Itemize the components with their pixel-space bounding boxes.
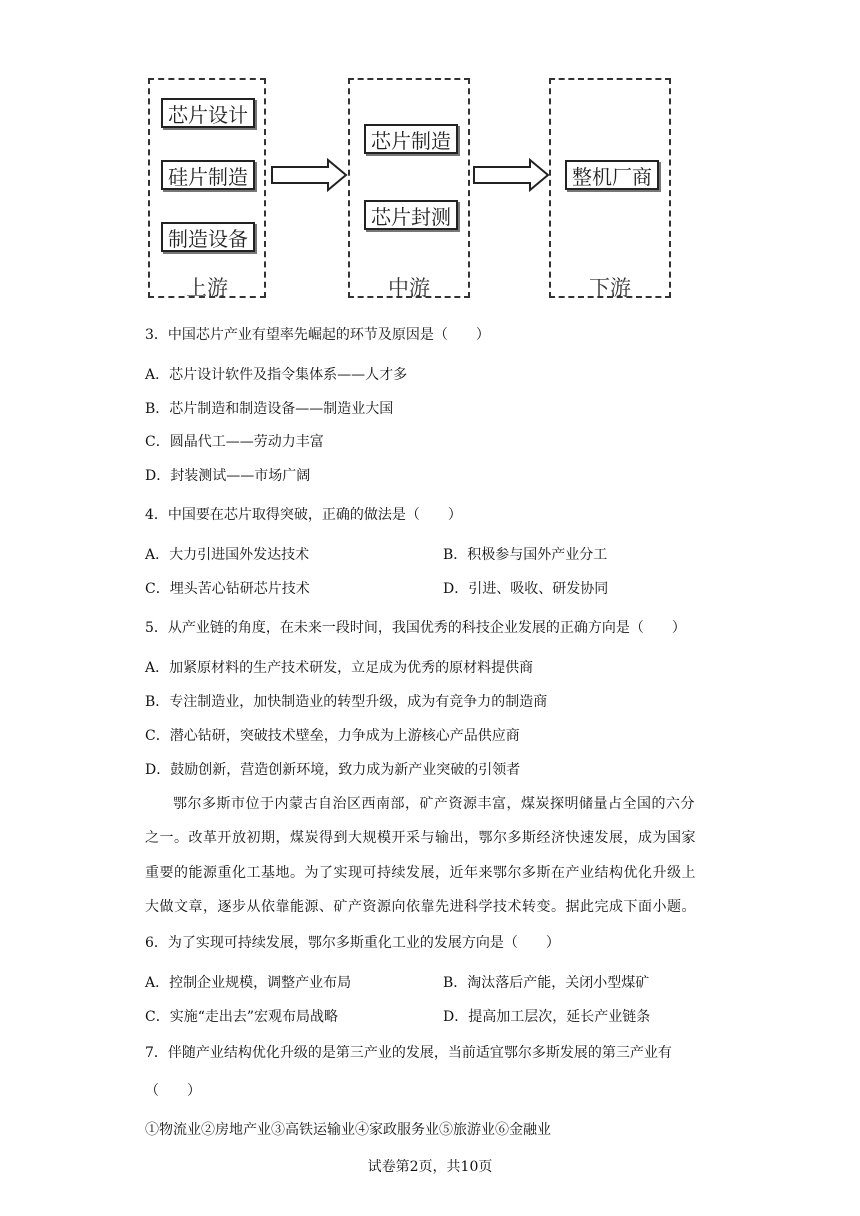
q3-option-b: B．芯片制造和制造设备——制造业大国 bbox=[145, 401, 394, 417]
midstream-label: 中游 bbox=[388, 276, 430, 300]
downstream-label: 下游 bbox=[589, 276, 631, 300]
upstream-label: 上游 bbox=[186, 276, 228, 300]
q3-option-d: D．封装测试——市场广阔 bbox=[145, 468, 311, 484]
passage-line: 大做文章，逐步从依靠能源、矿产资源向依靠先进科学技术转变。据此完成下面小题。 bbox=[145, 899, 696, 915]
q5-option-a: A．加紧原材料的生产技术研发，立足成为优秀的原材料提供商 bbox=[145, 660, 534, 676]
q5-option-d: D．鼓励创新，营造创新环境，致力成为新产业突破的引领者 bbox=[145, 762, 521, 778]
passage-line: 重要的能源重化工基地。为了实现可持续发展，近年来鄂尔多斯在产业结构优化升级上 bbox=[145, 865, 696, 881]
arrow-right-icon bbox=[270, 158, 348, 192]
q6-option-d: D．提高加工层次，延长产业链条 bbox=[443, 1009, 651, 1025]
q7-stem-continued: （ ） bbox=[145, 1083, 201, 1099]
oem-manufacturer-box: 整机厂商 bbox=[565, 160, 659, 190]
q4-stem: 4．中国要在芯片取得突破，正确的做法是（ ） bbox=[145, 507, 462, 523]
q3-option-a: A．芯片设计软件及指令集体系——人才多 bbox=[145, 367, 408, 383]
q5-option-c: C．潜心钻研，突破技术壁垒，力争成为上游核心产品供应商 bbox=[145, 728, 520, 744]
q5-option-b: B．专注制造业，加快制造业的转型升级，成为有竞争力的制造商 bbox=[145, 694, 548, 710]
upstream-box bbox=[148, 78, 266, 298]
chip-fabrication-box: 芯片制造 bbox=[364, 124, 458, 154]
chip-design-box: 芯片设计 bbox=[161, 98, 255, 128]
q3-stem: 3．中国芯片产业有望率先崛起的环节及原因是（ ） bbox=[145, 327, 490, 343]
arrow-right-icon bbox=[472, 158, 550, 192]
q4-option-c: C．埋头苦心钻研芯片技术 bbox=[145, 581, 310, 597]
q6-option-a: A．控制企业规模，调整产业布局 bbox=[145, 975, 352, 991]
downstream-box bbox=[549, 78, 671, 298]
manufacturing-equipment-box: 制造设备 bbox=[161, 222, 255, 252]
q6-option-b: B．淘汰落后产能，关闭小型煤矿 bbox=[443, 975, 650, 991]
q6-stem: 6．为了实现可持续发展，鄂尔多斯重化工业的发展方向是（ ） bbox=[145, 935, 560, 951]
q4-option-d: D．引进、吸收、研发协同 bbox=[443, 581, 609, 597]
q3-option-c: C．圆晶代工——劳动力丰富 bbox=[145, 434, 324, 450]
q5-stem: 5．从产业链的角度，在未来一段时间，我国优秀的科技企业发展的正确方向是（ ） bbox=[145, 620, 686, 636]
q4-option-b: B．积极参与国外产业分工 bbox=[443, 547, 608, 563]
page-footer: 试卷第2页，共10页 bbox=[367, 1159, 493, 1175]
wafer-manufacturing-box: 硅片制造 bbox=[161, 160, 255, 190]
q7-options-line: ①物流业②房地产业③高铁运输业④家政服务业⑤旅游业⑥金融业 bbox=[145, 1122, 551, 1138]
passage-line: 鄂尔多斯市位于内蒙古自治区西南部，矿产资源丰富，煤炭探明储量占全国的六分 bbox=[173, 796, 695, 812]
chip-packaging-testing-box: 芯片封测 bbox=[364, 200, 458, 230]
q6-option-c: C．实施“走出去”宏观布局战略 bbox=[145, 1009, 339, 1025]
q4-option-a: A．大力引进国外发达技术 bbox=[145, 547, 310, 563]
q7-stem: 7．伴随产业结构优化升级的是第三产业的发展，当前适宜鄂尔多斯发展的第三产业有 bbox=[145, 1045, 672, 1061]
midstream-box bbox=[348, 78, 470, 298]
passage-line: 之一。改革开放初期，煤炭得到大规模开采与输出，鄂尔多斯经济快速发展，成为国家 bbox=[145, 830, 696, 846]
